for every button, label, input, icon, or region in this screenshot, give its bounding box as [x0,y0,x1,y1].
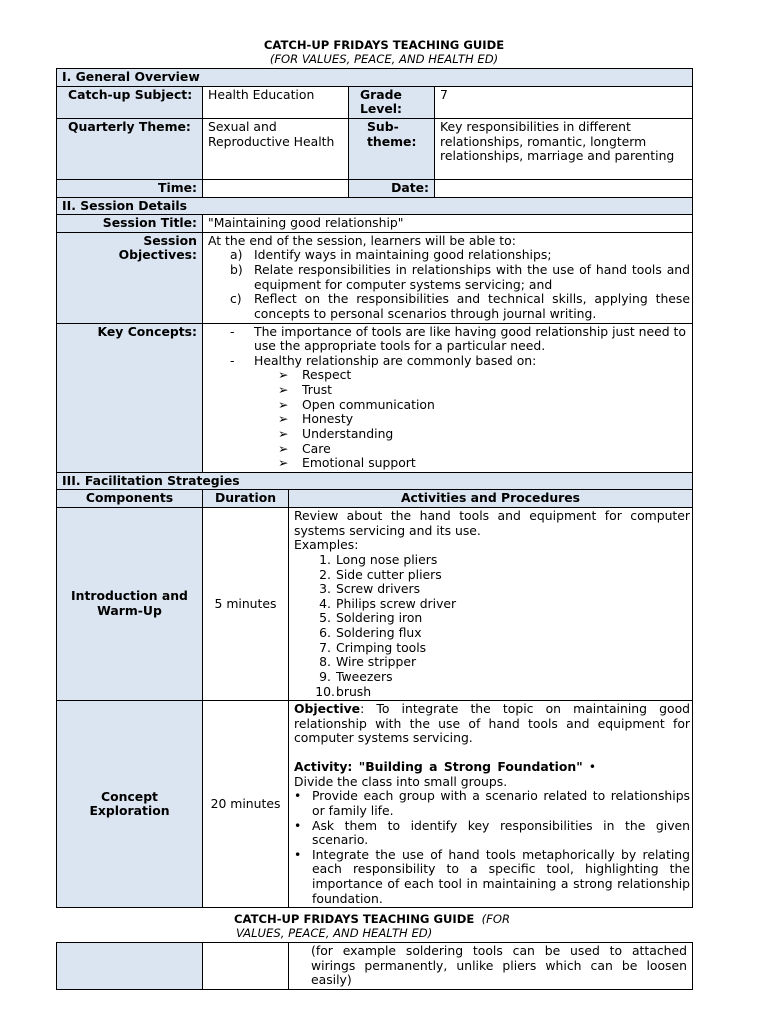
document-subtitle: (FOR VALUES, PEACE, AND HEALTH ED) [269,51,499,66]
page2-subtitle-b: VALUES, PEACE, AND HEALTH ED) [236,925,433,940]
tool-item: 3. Screw drivers [319,581,421,597]
basis-item: ➢ Understanding [278,425,394,441]
arrow-bullet-icon: ➢ [278,425,289,441]
basis-item: ➢ Emotional support [278,455,416,471]
tool-item: 1. Long nose pliers [319,551,438,567]
basis-item: ➢ Open communication [278,396,435,412]
continuation-duration [203,943,289,990]
objective-label: Objective [294,701,361,717]
col-components: Components [57,490,203,508]
teaching-guide-table [56,68,693,908]
objectives-cell [203,232,693,323]
arrow-bullet-icon: ➢ [278,382,289,397]
continuation-text: (for example soldering tools can be used to attached wirings permanently, unlike pliers which can be loosen easily) [289,943,693,990]
step-item: • Ask them to identify key responsibilities in the given scenario. [294,817,691,848]
section-general-overview: I. General Overview [57,69,693,87]
continuation-table [56,942,693,990]
objectives-intro: At the end of the session, learners will be able to: [208,232,516,248]
intro-activities [289,508,693,701]
subtheme-value: Key responsibilities in different relationships, romantic, longterm relationships, marriage and parenting [435,118,693,179]
key-concepts-label: Key Concepts: [57,323,203,472]
subject-value: Health Education [203,86,349,118]
objectives-list [208,248,690,321]
basis-item: ➢ Trust [278,382,333,397]
page2-subtitle-a: (FOR [481,912,511,926]
arrow-bullet-icon: ➢ [278,367,289,383]
tool-item: 8. Wire stripper [319,654,417,670]
grade-value: 7 [435,86,693,118]
tool-item: 6. Soldering flux [319,625,422,640]
tool-item: 9. Tweezers [319,668,393,684]
document-title: CATCH-UP FRIDAYS TEACHING GUIDE [263,38,505,52]
key-concepts-cell [203,323,693,472]
concept-duration: 20 minutes [203,701,289,908]
objective-item: c) Reflect on the responsibilities and technical skills, applying these concepts to personal scenarios through journal writing. [230,291,691,321]
page2-title: CATCH-UP FRIDAYS TEACHING GUIDE [234,912,475,926]
objective-item: a) Identify ways in maintaining good relationships; [230,247,552,263]
tool-item: 7. Crimping tools [319,639,427,655]
time-label: Time: [57,179,203,197]
activity-label: Activity: "Building a Strong Foundation" [294,759,583,774]
subtheme-label: Sub-theme: [349,118,435,179]
tools-list [294,553,690,699]
theme-value: Sexual and Reproductive Health [203,118,349,179]
basis-item: ➢ Care [278,440,331,456]
page2-header [0,913,768,940]
continuation-component [57,943,203,990]
tool-item: 10. brush [315,683,372,699]
col-duration: Duration [203,490,289,508]
concepts-list [208,325,690,369]
col-activities: Activities and Procedures [289,490,693,508]
subject-label: Catch-up Subject: [57,86,203,118]
objective-item: b) Relate responsibilities in relationships with the use of hand tools and equipment for computer systems servicing; and [230,262,691,292]
arrow-bullet-icon: ➢ [278,455,289,471]
intro-text: Review about the hand tools and equipment for computer systems servicing and its use. [294,508,691,538]
tool-item: 4. Philips screw driver [319,595,457,611]
tool-item: 5. Soldering iron [319,610,423,626]
concept-item: - The importance of tools are like having good relationship just need to use the appropriate tools for a particular need. [230,323,686,354]
objectives-label: Session Objectives: [57,232,203,323]
section-session-details: II. Session Details [57,197,693,215]
session-title-label: Session Title: [57,215,203,233]
basis-item: ➢ Respect [278,367,352,383]
intro-component: Introduction and Warm-Up [57,508,203,701]
time-value [203,179,349,197]
activity-paragraph: Activity: "Building a Strong Foundation" • Divide the class into small groups. [294,759,597,789]
section-facilitation: III. Facilitation Strategies [57,472,693,490]
examples-label: Examples: [294,537,359,553]
step-item: • Integrate the use of hand tools metaphorically by relating each responsibility to a specific tool, highlighting the importance of each tool in maintaining a strong relationship foundation. [294,846,691,906]
document-header [0,39,768,66]
arrow-bullet-icon: ➢ [278,411,289,427]
step-item: • Provide each group with a scenario related to relationships or family life. [294,788,691,818]
date-value [435,179,693,197]
tool-item: 2. Side cutter pliers [319,566,442,582]
theme-label: Quarterly Theme: [57,118,203,179]
concept-item: - Healthy relationship are commonly based on: [230,352,537,368]
concept-activities [289,701,693,908]
intro-duration: 5 minutes [203,508,289,701]
date-label: Date: [349,179,435,197]
arrow-bullet-icon: ➢ [278,396,289,412]
activity-steps [294,789,690,906]
grade-label: Grade Level: [349,86,435,118]
objective-paragraph: Objective: To integrate the topic on maintaining good relationship with the use of hand tools and equipment for computer systems servicing. [294,701,691,746]
basis-item: ➢ Honesty [278,411,354,427]
relationship-bases-list [208,368,690,470]
arrow-bullet-icon: ➢ [278,440,289,456]
concept-component: Concept Exploration [57,701,203,908]
session-title-value: "Maintaining good relationship" [203,215,693,233]
